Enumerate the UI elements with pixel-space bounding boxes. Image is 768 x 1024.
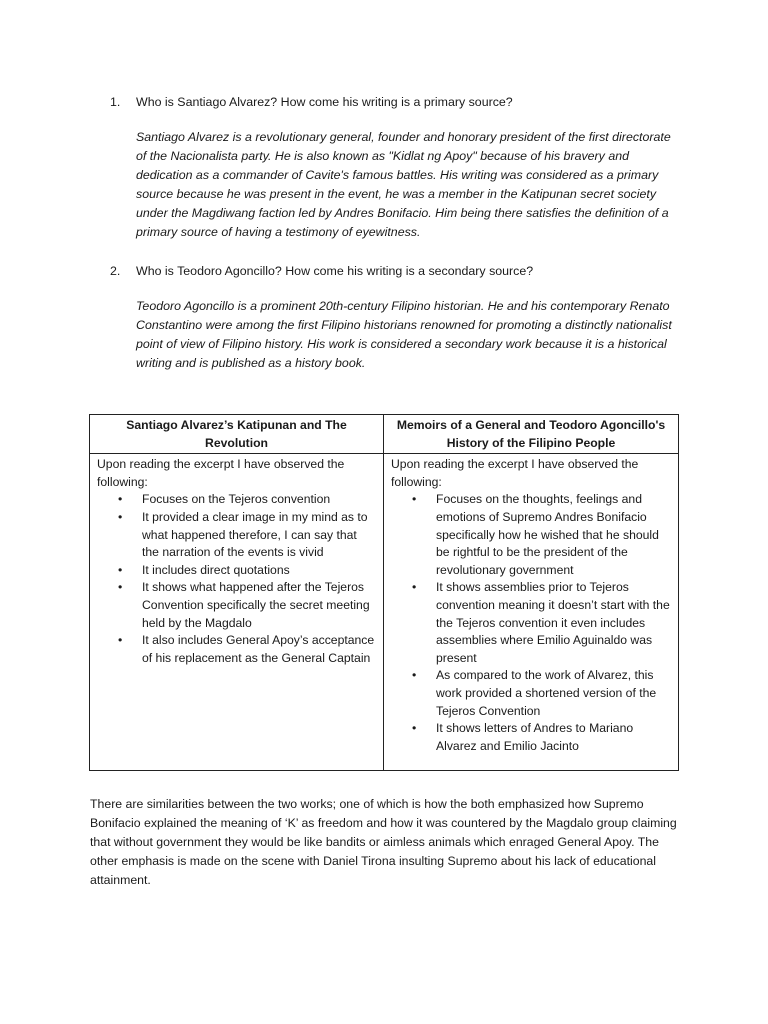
cell-intro: Upon reading the excerpt I have observed the following: [391,457,639,489]
question-text: Who is Teodoro Agoncillo? How come his writing is a secondary source? [136,264,534,278]
left-column-cell [90,454,384,771]
list-item: • It includes direct quotations [97,562,377,580]
right-column-cell [384,454,679,771]
table-row [90,454,679,771]
list-item: • It shows letters of Andres to Mariano Alvarez and Emilio Jacinto [391,720,672,755]
observation-list [97,491,377,667]
list-item: • It also includes General Apoy’s acceptance of his replacement as the General Captain [97,632,377,667]
list-item: • It provided a clear image in my mind as to what happened therefore, I can say that the narration of the events is vivid [97,509,377,562]
question-block-1 [110,93,670,242]
table-header-row [90,415,679,454]
cell-intro: Upon reading the excerpt I have observed the following: [97,457,345,489]
list-item: • As compared to the work of Alvarez, this work provided a shortened version of the Tejeros Convention [391,667,672,720]
question-2 [110,262,670,280]
summary-paragraph: There are similarities between the two works; one of which is how the both emphasized how Supremo Bonifacio explained the meaning of ‘K’ as freedom and how it was countered by the Magdalo group claiming that without government they would be like bandits or aimless animals which enraged General Apoy. The other emphasis is made on the scene with Daniel Tirona insulting Supremo about his lack of educational attainment. [90,797,677,887]
question-1 [110,93,670,111]
list-item: • It shows what happened after the Tejeros Convention specifically the secret meeting held by the Magdalo [97,579,377,632]
list-item: • Focuses on the thoughts, feelings and emotions of Supremo Andres Bonifacio specifically how he wished that he should be rightful to be the president of the revolutionary government [391,491,672,579]
comparison-table [89,414,679,771]
question-text: Who is Santiago Alvarez? How come his writing is a primary source? [136,95,513,109]
list-item: • It shows assemblies prior to Tejeros convention meaning it doesn’t start with the the Tejeros convention it even includes assemblies where Emilio Aguinaldo was present [391,579,672,667]
list-item: • Focuses on the Tejeros convention [97,491,377,509]
answer-2: Teodoro Agoncillo is a prominent 20th-century Filipino historian. He and his contemporary Renato Constantino were among the first Filipino historians renowned for promoting a distinctly nationalist point of view of Filipino history. His work is considered a secondary work because it is a historical writing and is published as a history book. [136,299,672,370]
left-column-header: Santiago Alvarez’s Katipunan and The Revolution [90,415,384,454]
question-block-2 [110,262,670,373]
right-column-header: Memoirs of a General and Teodoro Agoncillo's History of the Filipino People [384,415,679,454]
observation-list [391,491,672,755]
answer-1: Santiago Alvarez is a revolutionary general, founder and honorary president of the first directorate of the Nacionalista party. He is also known as "Kidlat ng Apoy" because of his bravery and dedication as a commander of Cavite's famous battles. His writing was considered as a primary source because he was present in the event, he was a member in the Katipunan secret society under the Magdiwang faction led by Andres Bonifacio. Him being there satisfies the definition of a primary source of having a testimony of eyewitness. [136,130,671,239]
question-number: 1. [110,95,121,109]
question-number: 2. [110,264,121,278]
